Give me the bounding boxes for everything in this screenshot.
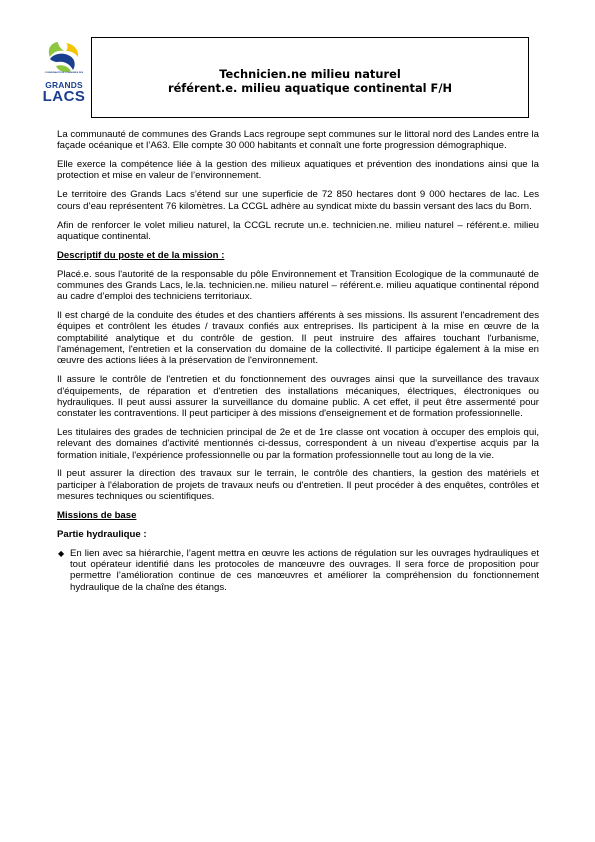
logo-text-lacs: LACS bbox=[42, 88, 86, 105]
section-heading-missions: Missions de base bbox=[57, 509, 137, 521]
logo bbox=[42, 40, 86, 106]
descriptif-paragraph: Les titulaires des grades de technicien principal de 2e et de 1re classe ont vocation à occuper des emplois qui, relevant des domaines d'activité mentionnés ci-dessus, correspondent à un niveau d'expertise acquis par la formation initiale, l'expérience professionnelle ou par la formation professionnelle tout au long de la vie. bbox=[57, 426, 539, 461]
descriptif-paragraph: Il est chargé de la conduite des études et des chantiers afférents à ses missions. Ils assurent l'encadrement des équipes et contrôlent les études / travaux confiés aux entreprises. Ils participent à la mise en œuvre de la comptabilité analytique et du contrôle de gestion. Il peut instruire des affaires touchant l'urbanisme, l'aménagement, l'entretien et la conservation du domaine de la collectivité. Il participe également à la mise en œuvre des actions liées à la préservation de l'environnement. bbox=[57, 310, 539, 367]
job-subtitle: référent.e. milieu aquatique continental F/H bbox=[167, 80, 453, 95]
logo-mark-icon bbox=[46, 40, 82, 74]
diamond-bullet-icon: ◆ bbox=[58, 548, 65, 558]
document-body bbox=[57, 129, 539, 601]
title-box bbox=[91, 37, 529, 118]
mission-bullet bbox=[57, 548, 539, 593]
logo-small-text: COMMUNAUTÉ DE COMMUNES DES bbox=[44, 72, 84, 74]
descriptif-paragraph: Il assure le contrôle de l'entretien et du fonctionnement des ouvrages ainsi que la surveillance des travaux d'équipements, de réparation et d'entretien des installations mécaniques, électriques, électroniques ou hydrauliques. Il peut aussi assurer la surveillance du domaine public. A cet effet, il peut être assermenté pour constater les contraventions. Il peut participer à des missions d'enseignement et de formation professionnelle. bbox=[57, 374, 539, 420]
intro-paragraph: Le territoire des Grands Lacs s’étend sur une superficie de 72 850 hectares dont 9 000 hectares de lac. Les cours d’eau représentent 76 kilomètres. La CCGL adhère au syndicat mixte du bassin versant des lacs du Born. bbox=[57, 189, 539, 212]
logo-text-grands: GRANDS bbox=[45, 80, 83, 90]
subheading-hydraulique: Partie hydraulique : bbox=[57, 528, 147, 540]
section-heading-descriptif: Descriptif du poste et de la mission : bbox=[57, 249, 225, 261]
descriptif-paragraph: Placé.e. sous l'autorité de la responsable du pôle Environnement et Transition Ecologique de la communauté de communes des Grands Lacs, le.la. technicien.ne. milieu naturel – référent.e. milieu aquatique continental répond au cadre d’emploi des techniciens territoriaux. bbox=[57, 268, 539, 303]
intro-paragraph: Elle exerce la compétence liée à la gestion des milieux aquatiques et prévention des inondations ainsi que la protection et mise en valeur de l’environnement. bbox=[57, 159, 539, 182]
intro-paragraph: La communauté de communes des Grands Lacs regroupe sept communes sur le littoral nord des Landes entre la façade océanique et l’A63. Elle compte 30 000 habitants et connaît une forte progression démographique. bbox=[57, 129, 539, 152]
mission-bullet-text: En lien avec sa hiérarchie, l’agent mettra en œuvre les actions de régulation sur les ouvrages hydrauliques et tout opérateur identifié dans les protocoles de manœuvre des ouvrages. Il sera force de proposition pour permettre l’amélioration continue de ces manœuvres et améliorer la compréhension du fonctionnement hydraulique de la chaîne des étangs. bbox=[70, 547, 539, 593]
intro-paragraph: Afin de renforcer le volet milieu naturel, la CCGL recrute un.e. technicien.ne. milieu naturel – référent.e. milieu aquatique continental. bbox=[57, 219, 539, 242]
job-title: Technicien.ne milieu naturel bbox=[219, 66, 401, 81]
descriptif-paragraph: Il peut assurer la direction des travaux sur le terrain, le contrôle des chantiers, la gestion des matériels et participer à l'élaboration de projets de travaux neufs ou d'entretien. Il peut procéder à des enquêtes, contrôles et mesures techniques ou scientifiques. bbox=[57, 468, 539, 503]
